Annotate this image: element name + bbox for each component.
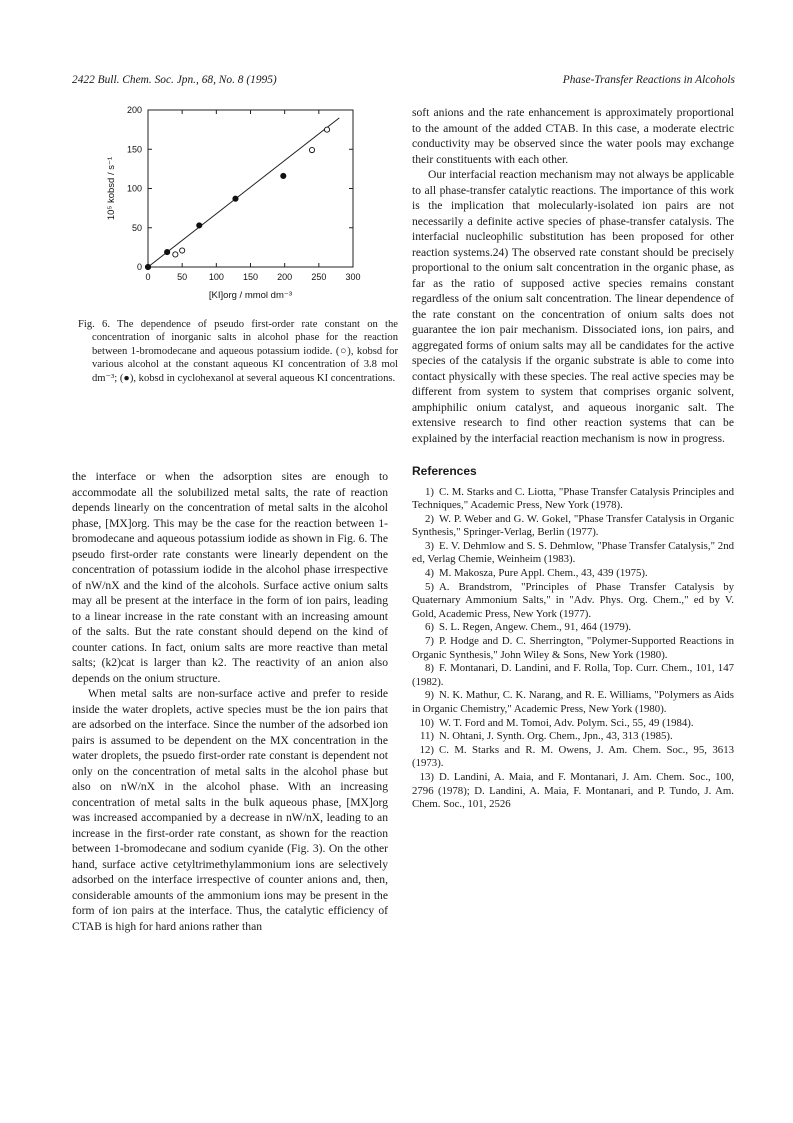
running-header [72,74,735,90]
reference-item [412,486,734,513]
reference-item [412,567,734,581]
open-data-point [324,127,329,132]
reference-text: W. T. Ford and M. Tomoi, Adv. Polym. Sci., 55, 49 (1984). [439,716,694,729]
references-heading: References [412,464,477,478]
reference-number: 7) [425,635,434,648]
filled-data-point [165,249,170,254]
filled-data-point [281,173,286,178]
reference-item [412,621,734,635]
reference-number: 9) [425,689,434,702]
y-tick-label: 200 [126,105,142,115]
filled-data-point [145,264,150,269]
y-axis-label: 10⁵ kobsd / s⁻¹ [106,156,117,221]
y-tick-label: 0 [136,262,142,272]
reference-item [412,662,734,689]
reference-text: F. Montanari, D. Landini, and F. Rolla, Top. Curr. Chem., 101, 147 (1982). [412,662,734,688]
reference-number: 11) [420,730,434,743]
reference-number: 5) [425,580,434,593]
reference-number: 1) [425,485,434,498]
x-axis-label: [KI]org / mmol dm⁻³ [208,290,293,301]
reference-text: M. Makosza, Pure Appl. Chem., 43, 439 (1975). [439,567,648,580]
reference-item [412,689,734,716]
y-tick-label: 150 [126,144,142,155]
reference-text: P. Hodge and D. C. Sherrington, "Polymer-Supported Reactions in Organic Synthesis," John Wiley & Sons, New York (1980). [412,635,734,661]
x-tick-label: 300 [345,272,361,282]
reference-text: N. Ohtani, J. Synth. Org. Chem., Jpn., 43, 313 (1985). [439,730,673,743]
right-paragraph-1: soft anions and the rate enhancement is approximately proportional to the amount of the added CTAB. In this case, a moderate electric conductivity may be observed since the water pools may exchange their constituents with each other. [412,106,734,166]
reference-text: A. Brandstrom, "Principles of Phase Transfer Catalysis by Quaternary Ammonium Salts," in "Adv. Phys. Org. Chem.," ed by V. Gold, Academic Press, New York (1977). [412,580,734,620]
reference-item [412,635,734,662]
x-tick-label: 200 [277,272,293,282]
reference-text: C. M. Starks and C. Liotta, "Phase Transfer Catalysis Principles and Techniques," Academic Press, New York (1978). [412,485,734,512]
references-list [412,486,734,812]
reference-number: 4) [425,567,434,580]
header-journal-citation: 2422 Bull. Chem. Soc. Jpn., 68, No. 8 (1995) [72,74,277,86]
reference-number: 8) [425,662,434,675]
reference-number: 2) [425,512,434,525]
reference-text: W. P. Weber and G. W. Gokel, "Phase Transfer Catalysis in Organic Synthesis," Springer-Verlag, Berlin (1977). [412,512,734,539]
reference-number: 13) [419,770,434,783]
filled-data-point [233,196,238,201]
reference-item [412,540,734,567]
x-tick-label: 0 [145,272,151,282]
reference-item [412,717,734,731]
reference-number: 6) [425,621,434,634]
right-column [412,105,734,812]
reference-number: 10) [419,716,434,729]
left-paragraph-1: the interface or when the adsorption sites are enough to accommodate all the solubilized metal salts, the rate of reaction depends linearly on the concentration of metal salts in the alcohol phase, [MX]org. This may be the case for the reaction between 1-bromodecane and aqueous potassium iodide as shown in Fig. 6. The pseudo first-order rate constants were linearly dependent on the concentration of potassium iodide in the alcohol phase irrespective of nW/nX and the kind of the alcohols. Surface active onium salts may all be present at the interface in the form of ion pairs, leading to a linear increase in the rate constant with an increasing amount of the salts. But the rate constant should depend on the kind of counter cations. In fact, onium salts are more reactive than metal salts; (k2)cat is larger than k2. The reactivity of an anion also depends on the onium structure. [72,470,388,685]
reference-text: E. V. Dehmlow and S. S. Dehmlow, "Phase Transfer Catalysis," 2nd ed, Verlag Chemie, Weinheim (1983). [412,539,734,566]
reference-number: 12) [419,743,434,756]
x-tick-label: 150 [242,272,259,282]
left-column [72,469,388,934]
reference-text: S. L. Regen, Angew. Chem., 91, 464 (1979). [439,621,632,634]
header-article-title: Phase-Transfer Reactions in Alcohols [562,74,735,86]
fit-line [148,118,339,267]
open-data-point [309,147,314,152]
x-tick-label: 50 [177,272,188,282]
reference-text: C. M. Starks and R. M. Owens, J. Am. Chem. Soc., 95, 3613 (1973). [412,743,734,770]
reference-number: 3) [425,539,434,552]
y-tick-label: 100 [126,183,142,194]
reference-item [412,581,734,622]
right-paragraph-2: Our interfacial reaction mechanism may not always be applicable to all phase-transfer catalytic reactions. The importance of this work is the implication that molecularly-isolated ion pairs are not necessarily a definite active species of phase-transfer catalysis. The interfacial nucleophilic substitution has been proposed for other reaction systems.24) The observed rate constant should be precisely proportional to the onium salt concentration in the organic phase, as far as the ratio of supposed active species remains constant regardless of the onium salt concentration. The linear dependence of the rate constant on the concentration of onium salts does not guarantee the ion pair mechanism. Dissociated ions, ion pairs, and aggregated forms of onium salts may all be candidates for the active species of the catalysis if the organic substrate is able to come into contact physically with these species. The real active species may be different from system to system that comprises organic solvent, amphiphilic onium catalyst, and aqueous inorganic salt. The extensive research to find other reaction systems that can be explained by the interfacial reaction mechanism is now in progress. [412,168,734,445]
reference-text: N. K. Mathur, C. K. Narang, and R. E. Williams, "Polymers as Aids in Organic Chemistry," Academic Press, New York (1980). [412,689,734,715]
reference-item [412,744,734,771]
reference-text: D. Landini, A. Maia, and F. Montanari, J. Am. Chem. Soc., 100, 2796 (1978); D. Landini, A. Maia, F. Montanari, and P. Tundo, J. Am. Chem. Soc., 101, 2526 [412,770,734,811]
open-data-point [173,252,178,257]
reference-item [412,730,734,744]
filled-data-point [197,223,202,228]
open-data-point [180,248,185,253]
figure-6-chart [100,100,380,310]
y-tick-label: 50 [131,222,142,233]
figure-6-caption: Fig. 6. The dependence of pseudo first-order rate constant on the concentration of inorganic salts in alcohol phase for the reaction between 1-bromodecane and aqueous potassium iodide. (○), kobsd for various alcohol at the constant aqueous KI concentration of 3.8 mol dm⁻³; (●), kobsd in cyclohexanol at several aqueous KI concentrations. [78,319,398,384]
reference-item [412,771,734,812]
x-tick-label: 100 [208,272,224,282]
left-paragraph-2: When metal salts are non-surface active and prefer to reside inside the water droplets, active species must be the ion pairs that are adsorbed on the interface. Since the number of the adsorbed ion pairs is assumed to be dependent on the MX concentration in the water droplets, the psuedo first-order rate constant is dependent not only on the concentration of metal salts in the alcohol phase but also on nW/nX in the alcohol phase. With an increasing concentration of metal salts in the bulk aqueous phase, [MX]org was increased accompanied by a decrease in nW/nX, leading to an increase in the first-order rate constant, as shown for the reaction between 1-bromodecane and sodium cyanide (Fig. 3). On the other hand, surface active cetyltrimethylammonium ions are selectively adsorbed on the interface irrespective of counter anions and, then, considerable amounts of the ammonium ions may be present in the form of ion pairs at the interface. Thus, the catalytic efficiency of CTAB is high for hard anions rather than [72,687,388,933]
reference-item [412,513,734,540]
x-tick-label: 250 [311,272,327,282]
